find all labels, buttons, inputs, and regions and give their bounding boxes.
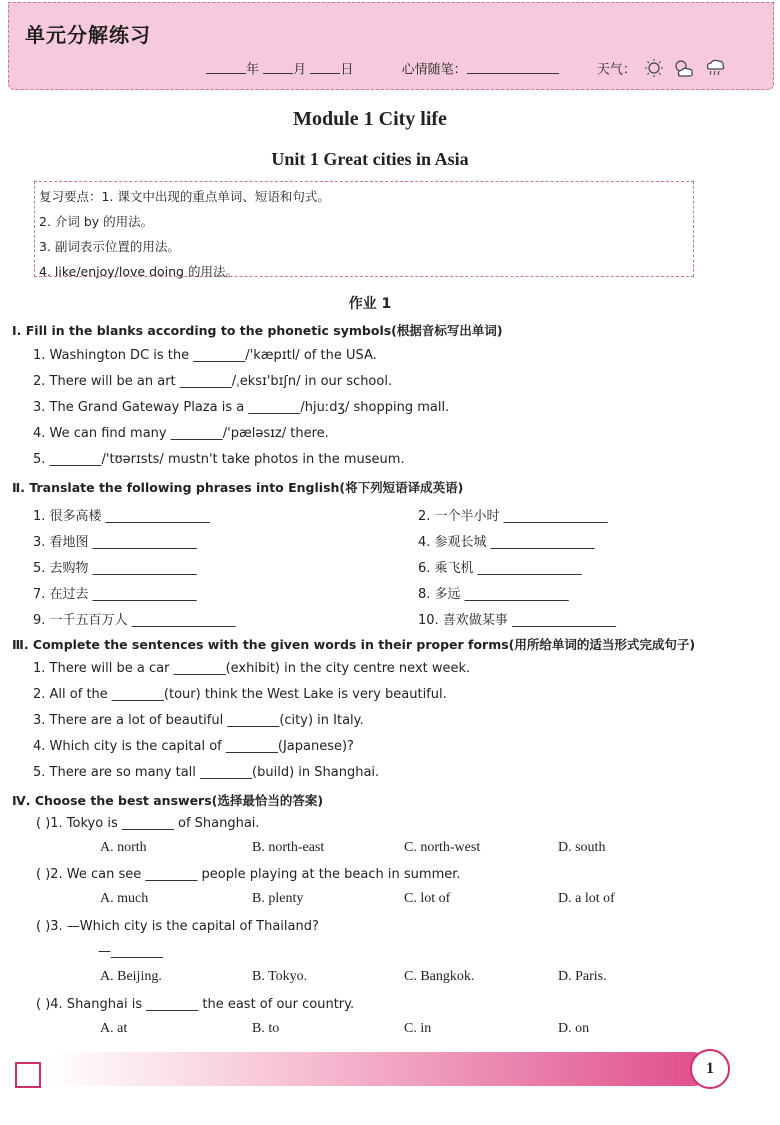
review-point: 复习要点：1. 课文中出现的重点单词、短语和句式。 (39, 189, 330, 204)
year-blank[interactable] (206, 61, 246, 74)
mc-question[interactable]: ( )4. Shanghai is ________ the east of our country. (36, 997, 355, 1012)
year-label: 年 (246, 62, 260, 78)
section-heading: Ⅲ. Complete the sentences with the given words in their proper forms(用所给单词的适当形式完成句子) (12, 637, 696, 652)
mc-option[interactable]: D. a lot of (558, 891, 615, 906)
page-title: 单元分解练习 (25, 23, 151, 47)
mc-option[interactable]: B. plenty (252, 891, 304, 906)
mood-label: 心情随笔： (401, 62, 467, 78)
mc-option[interactable]: B. to (252, 1021, 280, 1036)
exercise-item[interactable]: 1. 很多高楼 ________________ (33, 509, 210, 524)
mc-option[interactable]: A. at (100, 1021, 128, 1036)
mc-question[interactable]: ( )1. Tokyo is ________ of Shanghai. (36, 816, 260, 831)
mc-option[interactable]: A. much (100, 891, 149, 906)
exercise-item[interactable]: 5. There are so many tall ________(build) in Shanghai. (33, 765, 380, 780)
exercise-item[interactable]: 3. 看地图 ________________ (33, 535, 197, 550)
rain-icon[interactable] (704, 57, 726, 83)
exercise-item[interactable]: 10. 喜欢做某事 ________________ (418, 613, 616, 628)
review-points-box (34, 181, 694, 277)
mc-option[interactable]: A. Beijing. (100, 969, 162, 984)
footer-bar (50, 1052, 710, 1086)
mc-option[interactable]: A. north (100, 840, 147, 855)
exercise-item[interactable]: 4. We can find many ________/'pælәsɪz/ there. (33, 426, 329, 441)
weather-label: 天气： (596, 62, 636, 78)
mc-question-reply[interactable]: —________ (98, 944, 163, 959)
exercise-item[interactable]: 4. Which city is the capital of ________(Japanese)? (33, 739, 354, 754)
exercise-item[interactable]: 3. There are a lot of beautiful ________(city) in Italy. (33, 713, 364, 728)
mc-option[interactable]: D. on (558, 1021, 590, 1036)
exercise-item[interactable]: 5. ________/'tʊәrɪsts/ mustn't take photos in the museum. (33, 452, 405, 467)
mc-option[interactable]: D. south (558, 840, 606, 855)
exercise-item[interactable]: 5. 去购物 ________________ (33, 561, 197, 576)
review-point: 2. 介词 by 的用法。 (39, 214, 154, 229)
mc-question[interactable]: ( )3. —Which city is the capital of Thailand? (36, 919, 319, 934)
page-number: 1 (690, 1049, 730, 1089)
exercise-item[interactable]: 1. Washington DC is the ________/'kæpɪtl/ of the USA. (33, 348, 377, 363)
section-heading: Ⅱ. Translate the following phrases into English(将下列短语译成英语) (12, 480, 464, 495)
month-label: 月 (293, 62, 307, 78)
mc-option[interactable]: B. Tokyo. (252, 969, 308, 984)
mc-option[interactable]: B. north-east (252, 840, 325, 855)
homework-title: 作业 1 (348, 296, 392, 312)
day-label: 日 (340, 62, 354, 78)
exercise-item[interactable]: 7. 在过去 ________________ (33, 587, 197, 602)
date-mood-line (206, 57, 726, 83)
mc-option[interactable]: D. Paris. (558, 969, 607, 984)
day-blank[interactable] (310, 61, 340, 74)
exercise-item[interactable]: 2. There will be an art ________/ˌeksɪ'bɪʃn/ in our school. (33, 374, 393, 389)
sun-icon[interactable] (644, 58, 664, 82)
exercise-item[interactable]: 9. 一千五百万人 ________________ (33, 613, 236, 628)
unit-title: Unit 1 Great cities in Asia (271, 149, 469, 169)
mood-blank[interactable] (467, 61, 559, 74)
mc-question[interactable]: ( )2. We can see ________ people playing at the beach in summer. (36, 867, 461, 882)
exercise-item[interactable]: 8. 多远 ________________ (418, 587, 569, 602)
partly-cloudy-icon[interactable] (672, 58, 696, 82)
header-banner (8, 2, 774, 90)
month-blank[interactable] (263, 61, 293, 74)
exercise-item[interactable]: 2. All of the ________(tour) think the West Lake is very beautiful. (33, 687, 447, 702)
exercise-item[interactable]: 4. 参观长城 ________________ (418, 535, 595, 550)
section-heading: Ⅳ. Choose the best answers(选择最恰当的答案) (12, 793, 324, 808)
section-heading: Ⅰ. Fill in the blanks according to the phonetic symbols(根据音标写出单词) (12, 323, 503, 338)
mc-option[interactable]: C. in (404, 1021, 432, 1036)
exercise-item[interactable]: 1. There will be a car ________(exhibit) in the city centre next week. (33, 661, 471, 676)
module-title: Module 1 City life (293, 108, 447, 130)
mc-option[interactable]: C. north-west (404, 840, 481, 855)
footer-square (15, 1062, 41, 1088)
mc-option[interactable]: C. lot of (404, 891, 451, 906)
exercise-item[interactable]: 2. 一个半小时 ________________ (418, 509, 608, 524)
review-point: 4. like/enjoy/love doing 的用法。 (39, 264, 238, 279)
exercise-item[interactable]: 6. 乘飞机 ________________ (418, 561, 582, 576)
review-point: 3. 副词表示位置的用法。 (39, 239, 180, 254)
exercise-item[interactable]: 3. The Grand Gateway Plaza is a ________/hjuːdʒ/ shopping mall. (33, 400, 450, 415)
mc-option[interactable]: C. Bangkok. (404, 969, 475, 984)
